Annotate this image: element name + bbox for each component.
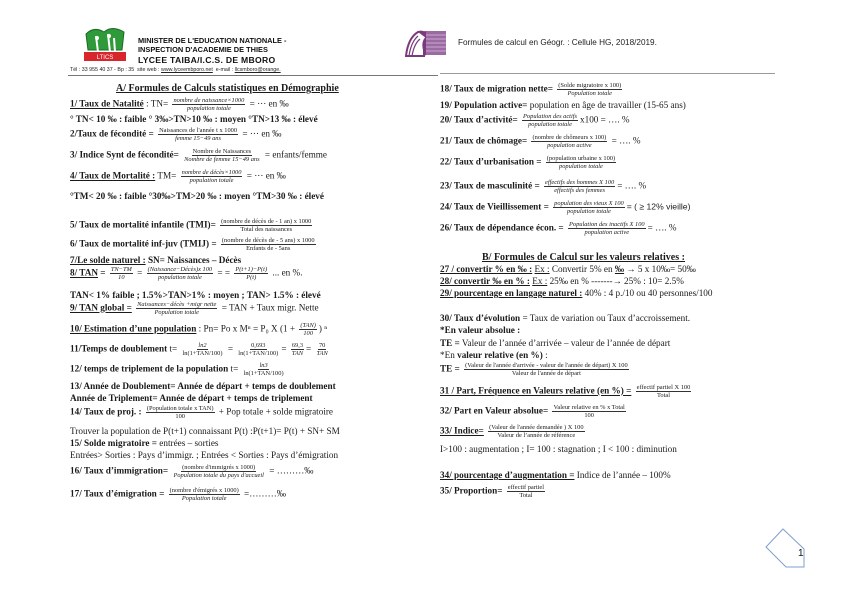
formula-28 [440, 276, 684, 287]
denominator: TAN [316, 350, 328, 357]
formula-35-label: 35/ Proportion= [440, 485, 503, 496]
formula-5 [70, 218, 314, 233]
denominator: Total des naissances [240, 226, 293, 233]
numerator: (Population totale x TAN) [146, 405, 214, 412]
denominator: TAN [291, 350, 304, 357]
formula-3-suffix: = enfants/femme [264, 149, 327, 160]
formula-23-suffix: = …. % [617, 180, 647, 191]
denominator: population totale [186, 105, 231, 112]
formula-11-fraction-4 [316, 342, 329, 357]
formula-27-unit: ‰ [614, 264, 625, 274]
denominator: Enfants de - 5ans [246, 245, 291, 252]
formula-11: 11/Temps de doublement t= $\frac{\ln 2}{\text{ln(1+TAN/100)}}$ = $\frac{0,693}{\text{ln(1+TAN/100)}}$ = $\frac{69,3}{\text{TAN}}$ = $\frac{70}{\text{TAN}}$ [70, 342, 328, 357]
formula-3 [70, 148, 327, 163]
numerator: effectif partiel [507, 484, 545, 491]
formula-22-fraction [546, 155, 616, 170]
section-a-title: A/ Formules de Calculs statistiques en Démographie [116, 83, 339, 94]
formula-2-fraction [158, 127, 238, 142]
denominator: Total [656, 392, 670, 399]
formula-27-ex: Ex : [534, 264, 550, 274]
denominator: 100 [303, 330, 313, 337]
formula-14 [70, 405, 333, 420]
formula-19-label: 19/ Population active= [440, 100, 528, 110]
relative-suffix: : [542, 350, 548, 360]
formula-2 [70, 127, 281, 142]
formula-8-fraction-3 [234, 266, 268, 281]
formula-33-fraction [488, 424, 584, 439]
formula-3-fraction [183, 148, 260, 163]
formula-20-fraction [522, 113, 578, 128]
formula-15 [70, 438, 218, 449]
formula-9-suffix: = TAN + Taux migr. Nette [221, 302, 319, 313]
numerator: (nombre de décès de - 1 an) x 1000 [221, 218, 312, 225]
formula-4-scale: °TM< 20 ‰ : faible °30‰>TM>20 ‰ : moyen °TM>30 ‰ : élevé [70, 191, 324, 201]
formula-16-label: 16/ Taux d’immigration= [70, 465, 169, 476]
formula-17-suffix: =………‰ [244, 488, 286, 499]
numerator: (nombre d'émigrés x 1000) [169, 487, 239, 494]
formula-8-fraction-1 [110, 266, 133, 281]
formula-2-suffix: = ··· en ‰ [242, 128, 282, 139]
denominator: 100 [584, 412, 594, 419]
formula-12-label: 12/ temps de triplement de la population [70, 363, 229, 374]
formula-6-label: 6/ Taux de mortalité inf-juv (TMIJ) = [70, 238, 217, 249]
formula-17 [70, 487, 286, 502]
formula-10-text: : Pn= Po x Mⁿ = P₀ X (1 + [196, 323, 298, 334]
numerator: population des vieux X 100 [554, 200, 624, 207]
formula-18-label: 18/ Taux de migration nette= [440, 83, 553, 94]
formula-24 [440, 200, 690, 215]
formula-21 [440, 134, 641, 149]
formula-30-label: 30/ Taux d’évolution [440, 313, 521, 323]
formula-9 [70, 301, 319, 316]
formula-24-fraction [553, 200, 625, 215]
formula-35-fraction [507, 484, 545, 499]
denominator: Valeur de l'année de départ [511, 370, 581, 377]
formula-29-text: 40% : 4 p./10 ou 40 personnes/100 [582, 288, 713, 298]
formula-34 [440, 470, 671, 481]
formula-8: 8/ TAN = $\frac{TN-TM}{10}$ = $\frac{\text{(Naissance−Décès)x 100}}{\text{population totale}}$ = = $\frac{P(t+1)-P(t)}{P(t)}$ ... en %. [70, 266, 303, 281]
formula-14-fraction [146, 405, 215, 420]
contact-phone: Tél : 33 955 40 37 - Bp : 35 [70, 67, 135, 73]
formula-26-label: 26/ Taux de dépendance écon. = [440, 222, 564, 233]
denominator: population active [547, 142, 592, 149]
formula-4-fraction [181, 169, 243, 184]
formula-24-suffix: = ( ≥ 12% vieille) [626, 201, 691, 212]
formula-18 [440, 82, 624, 97]
formula-10-label: 10/ Estimation d’une population [70, 323, 197, 334]
formula-20 [440, 113, 630, 128]
denominator: femme 15−49 ans [175, 135, 221, 142]
formula-8-fraction-2 [147, 266, 213, 281]
numerator: Naissances−décès +migr nette [137, 301, 217, 308]
formula-1-label: 1/ Taux de Natalité [70, 98, 144, 109]
numerator: TN−TM [110, 266, 132, 273]
formula-34-label: 34/ pourcentage d’augmentation = [440, 470, 575, 480]
formula-31-label: 31 / Part, Fréquence en Valeurs relative (en %) = [440, 385, 632, 396]
denominator: population totale [559, 163, 603, 170]
formula-22-label: 22/ Taux d’urbanisation = [440, 156, 542, 167]
formula-10-fraction [299, 322, 317, 337]
contact-mail-link[interactable]: llcsmboro@orange. [234, 67, 281, 73]
formula-30-absolute-label: *En valeur absolue : [440, 325, 521, 335]
formula-21-fraction [531, 134, 607, 149]
formula-30-te-relative [440, 362, 631, 377]
formula-23-label: 23/ Taux de masculinité = [440, 180, 540, 191]
formula-19 [440, 100, 686, 111]
numerator: nombre de décès×1000 [181, 169, 242, 176]
numerator: ln3 [259, 362, 268, 369]
numerator: (Valeur de l'année d'arrivée - valeur de l'année de départ) X 100 [465, 362, 628, 369]
formula-32 [440, 404, 628, 419]
formula-34-text: Indice de l’année – 100% [574, 470, 671, 480]
denominator: Nombre de femme 15−49 ans [184, 156, 260, 163]
formula-30-te-absolute [440, 338, 670, 349]
formula-28-label: 28/ convertir ‰ en % : [440, 276, 530, 286]
formula-6 [70, 237, 318, 252]
formula-11-fraction-1 [182, 342, 224, 357]
denominator: ln(1+TAN/100) [243, 370, 284, 377]
te-label: TE = [440, 338, 460, 348]
formula-21-label: 21/ Taux de chômage= [440, 135, 528, 146]
relative-label: valeur relative (en %) [457, 350, 543, 360]
formula-1-fraction [172, 97, 245, 112]
formula-1-scale: ° TN< 10 ‰ : faible ° 3‰>TN>10 ‰ : moyen °TN>13 ‰ : élevé [70, 114, 318, 124]
school-contact [70, 67, 281, 73]
formula-1 [70, 97, 289, 112]
denominator: ln(1+TAN/100) [182, 350, 223, 357]
formula-29-label: 29/ pourcentage en langage naturel : [440, 288, 583, 298]
formula-10 [70, 322, 327, 337]
formula-19-text: population en âge de travailler (15-65 ans) [527, 100, 686, 110]
numerator: (nombre de chômeurs x 100) [532, 134, 607, 141]
formula-11-label: 11/Temps de doublement [70, 343, 168, 354]
numerator: (Solde migratoire x 100) [558, 82, 622, 89]
header-divider-left [68, 75, 438, 76]
ministry-line-1: MINISTER DE L'EDUCATION NATIONALE - [138, 36, 287, 45]
numerator: Population des actifs [523, 113, 577, 120]
te-label: TE = [440, 363, 460, 374]
formula-7-label: 7/Le solde naturel : [70, 255, 146, 265]
formula-11-fraction-3 [291, 342, 304, 357]
formula-11-prefix: t= [167, 343, 178, 354]
formula-29 [440, 288, 712, 299]
denominator: population totale [567, 208, 611, 215]
contact-mail-label: e-mail : [215, 67, 234, 73]
formula-33-label: 33/ Indice= [440, 425, 484, 436]
formula-4-suffix: = ··· en ‰ [246, 170, 286, 181]
denominator: population totale [189, 177, 234, 184]
formula-18-fraction [557, 82, 622, 97]
formula-30-relative-label [440, 350, 548, 361]
numerator: 70 [318, 342, 326, 349]
formula-27-result: → 5 x 10‰= 50‰ [624, 264, 696, 274]
formula-31-fraction [636, 384, 692, 399]
numerator: Valeur relative en % x Total [553, 404, 625, 411]
formula-4-prefix: TM= [155, 170, 177, 181]
header-divider-right [440, 73, 775, 74]
formula-30 [440, 313, 690, 324]
formula-28-text: 25‰ en % -------→ 25% : 10= 2.5% [547, 276, 684, 286]
formula-30-fraction [464, 362, 629, 377]
geography-logo [404, 28, 448, 58]
formula-2-label: 2/Taux de fécondité = [70, 128, 154, 139]
formula-13-line-1: 13/ Année de Doublement= Année de départ + temps de doublement [70, 381, 336, 391]
formula-3-label: 3/ Indice Synt de fécondité= [70, 149, 179, 160]
formula-22 [440, 155, 618, 170]
formula-33 [440, 424, 587, 439]
numerator: 0,693 [251, 342, 266, 349]
formula-12 [70, 362, 287, 377]
denominator: Population totale du pays d'accueil [173, 472, 264, 479]
numerator: P(t+1)−P(t) [235, 266, 268, 273]
formula-17-label: 17/ Taux d’émigration = [70, 488, 165, 499]
denominator: ln(1+TAN/100) [238, 350, 279, 357]
denominator: population totale [157, 274, 202, 281]
formula-35 [440, 484, 547, 499]
formula-7 [70, 255, 241, 266]
numerator: Population des inactifs X 100 [568, 221, 645, 228]
formula-17-fraction [169, 487, 240, 502]
formula-20-label: 20/ Taux d’activité= [440, 114, 518, 125]
denominator: Population totale [154, 309, 200, 316]
numerator: (nombre de décès de - 5 ans) x 1000 [221, 237, 315, 244]
formula-26-fraction [568, 221, 646, 236]
formula-15-text: entrées – sorties [156, 438, 219, 448]
page-number: 1 [798, 548, 804, 559]
formula-1-suffix: = ··· en ‰ [249, 98, 289, 109]
formula-15-label: 15/ Solde migratoire = [70, 438, 157, 448]
denominator: 10 [118, 274, 125, 281]
denominator: population active [584, 229, 630, 236]
numerator: (TAN) [300, 322, 316, 329]
formula-27-text: Convertir 5% en [549, 264, 615, 274]
relative-prefix: *En [440, 350, 458, 360]
formula-26-suffix: = …. % [647, 222, 677, 233]
school-logo [80, 26, 130, 64]
formula-23-fraction [544, 179, 615, 194]
formula-28-ex: Ex : [532, 276, 548, 286]
formula-30-text: = Taux de variation ou Taux d’accroissement. [520, 313, 691, 323]
numerator: (Valeur de l'année demandée ) X 100 [489, 424, 584, 431]
formula-4 [70, 169, 286, 184]
formula-24-label: 24/ Taux de Vieillissement = [440, 201, 549, 212]
denominator: Valeur de l’année de référence [497, 432, 576, 439]
numerator: (nombre d'immigrés x 1000) [182, 464, 256, 471]
formula-20-suffix: x100 = …. % [580, 114, 630, 125]
formula-5-label: 5/ Taux de mortalité infantile (TMI)= [70, 219, 216, 230]
numerator: Nombre de Naissances [192, 148, 252, 155]
formula-23 [440, 179, 646, 194]
numerator: effectif partiel X 100 [636, 384, 691, 391]
formula-27 [440, 264, 696, 275]
formula-12-prefix: t= [228, 363, 239, 374]
school-name: LYCEE TAIBA/I.C.S. DE MBORO [138, 55, 276, 65]
numerator: ln2 [198, 342, 207, 349]
formula-21-suffix: = …. % [609, 135, 641, 146]
formula-9-fraction [136, 301, 217, 316]
denominator: effectifs des femmes [554, 187, 605, 194]
formula-6-fraction [221, 237, 316, 252]
formula-33-note: I>100 : augmentation ; I= 100 : stagnation ; I < 100 : diminution [440, 444, 677, 454]
numerator: effectifs des hommes X 100 [544, 179, 615, 186]
denominator: 100 [175, 413, 185, 420]
numerator: 69,3 [291, 342, 304, 349]
formula-10-suffix: ) ⁿ [318, 323, 328, 334]
formula-5-fraction [220, 218, 312, 233]
numerator: (Naissance−Décès)x 100 [147, 266, 213, 273]
formula-27-label: 27 / convertir % en ‰ : [440, 264, 533, 274]
formula-7-text: SN= Naissances – Décès [145, 255, 242, 265]
formula-8-label: 8/ TAN [70, 267, 98, 278]
formula-1-prefix: : TN= [143, 98, 169, 109]
formula-14-note: Trouver la population de P(t+1) connaissant P(t) :P(t+1)= P(t) + SN+ SM [70, 426, 340, 436]
document-title: Formules de calcul en Géogr. : Cellule HG, 2018/2019. [458, 38, 657, 47]
formula-16 [70, 464, 313, 479]
formula-12-fraction [243, 362, 285, 377]
svg-text:LTICS: LTICS [96, 55, 114, 61]
numerator: Naissances de l'année t x 1000 [159, 127, 238, 134]
denominator: Population totale [567, 90, 613, 97]
ministry-heading [138, 36, 286, 54]
formula-16-suffix: = ………‰ [269, 465, 314, 476]
numerator: nombre de naissance×1000 [173, 97, 245, 104]
formula-8-suffix: ... en %. [272, 267, 303, 278]
denominator: P(t) [246, 274, 257, 281]
formula-9-label: 9/ TAN global = [70, 302, 132, 313]
contact-site-link[interactable]: www.lyceembporo.net [161, 67, 213, 73]
formula-15-note: Entrées> Sorties : Pays d’immigr. ; Entrées < Sorties : Pays d’émigration [70, 450, 339, 460]
formula-14-suffix: + Pop totale + solde migratoire [218, 406, 334, 417]
formula-31 [440, 384, 693, 399]
te-text: Valeur de l’année d’arrivée – valeur de l’année de départ [459, 338, 671, 348]
contact-site-label: site web : [137, 67, 160, 73]
formula-14-label: 14/ Taux de proj. : [70, 406, 142, 417]
numerator: (population urbaine x 100) [546, 155, 616, 162]
formula-16-fraction [172, 464, 264, 479]
formula-26 [440, 221, 677, 236]
denominator: Total [519, 492, 533, 499]
formula-32-label: 32/ Part en Valeur absolue= [440, 405, 549, 416]
denominator: Population totale [181, 495, 227, 502]
ministry-line-2: INSPECTION D'ACADEMIE DE THIES [138, 45, 268, 54]
section-b-title: B/ Formules de Calcul sur les valeurs relatives : [482, 252, 685, 263]
formula-8-eq: = [98, 267, 108, 278]
formula-11-fraction-2 [237, 342, 279, 357]
formula-4-label: 4/ Taux de Mortalité : [70, 170, 156, 181]
denominator: population totale [528, 121, 572, 128]
formula-32-fraction [552, 404, 625, 419]
formula-8-scale: TAN< 1% faible ; 1.5%>TAN>1% : moyen ; TAN> 1.5% : élevé [70, 290, 321, 300]
formula-13-line-2: Année de Triplement= Année de départ + temps de triplement [70, 393, 313, 403]
